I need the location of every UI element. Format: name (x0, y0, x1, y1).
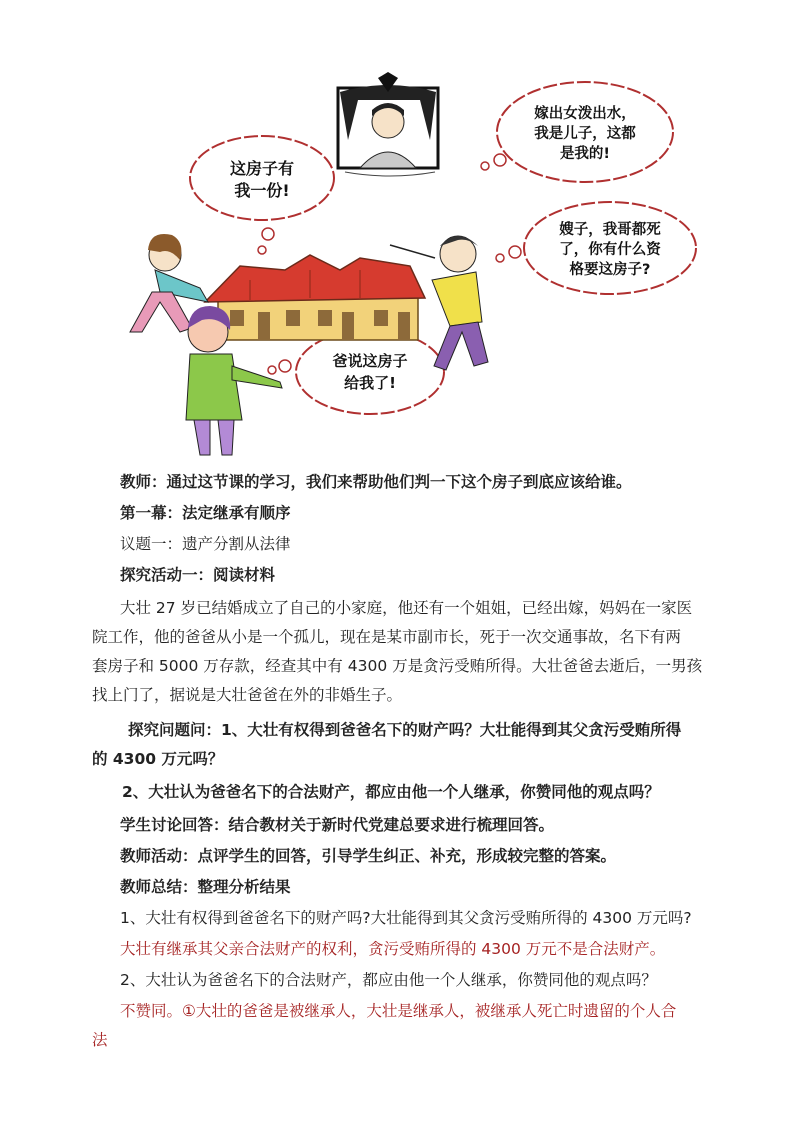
speech-bubble-4 (268, 330, 444, 414)
question-line-2: 的 4300 万元吗？ (92, 750, 224, 768)
question-two: 2、大壮认为爸爸名下的合法财产，都应由他一个人继承，你赞同他的观点吗？ (122, 783, 660, 801)
activity-one: 探究活动一：阅读材料 (120, 566, 276, 584)
material-line-2: 院工作，他的爸爸从小是一个孤儿，现在是某市副市长，死于一次交通事故，名下有两 (92, 628, 682, 646)
bubble-3-line-1: 嫂子，我哥都死 (559, 222, 661, 238)
material-line-1: 大壮 27 岁已结婚成立了自己的小家庭，他还有一个姐姐，已经出嫁，妈妈在一家医 (120, 599, 693, 617)
bubble-1-line-1: 这房子有 (229, 159, 295, 178)
question-line-1: 探究问题问：1、大壮有权得到爸爸名下的财产吗？大壮能得到其父贪污受贿所得 (128, 721, 682, 739)
portrait (338, 72, 438, 176)
bubble-4-line-2: 给我了! (344, 374, 396, 392)
bubble-2-line-2: 我是儿子，这都 (534, 126, 636, 142)
teacher-summary: 教师总结：整理分析结果 (120, 878, 291, 896)
teacher-intro: 教师：通过这节课的学习，我们来帮助他们判一下这个房子到底应该给谁。 (120, 473, 632, 491)
bubble-3-line-2: 了，你有什么资 (559, 242, 661, 258)
student-discussion: 学生讨论回答：结合教材关于新时代党建总要求进行梳理回答。 (120, 816, 555, 834)
bubble-1-line-2: 我一份! (234, 181, 290, 200)
summary-answer-1: 大壮有继承其父亲合法财产的权利，贪污受贿所得的 4300 万元不是合法财产。 (120, 940, 666, 958)
summary-answer-2-line-2: 法 (92, 1031, 108, 1049)
speech-bubble-1 (190, 136, 334, 254)
act-one-title: 第一幕：法定继承有顺序 (120, 504, 291, 522)
topic-one: 议题一：遗产分割从法律 (120, 535, 291, 553)
speech-bubble-3 (496, 202, 696, 294)
summary-answer-2-line-1: 不赞同。①大壮的爸爸是被继承人，大壮是继承人，被继承人死亡时遗留的个人合 (120, 1002, 677, 1020)
teacher-activity: 教师活动：点评学生的回答，引导学生纠正、补充，形成较完整的答案。 (120, 847, 617, 865)
bubble-2-line-1: 嫁出女泼出水， (534, 106, 636, 122)
bubble-2-line-3: 是我的! (559, 146, 611, 162)
bubble-3-line-3: 格要这房子? (569, 262, 651, 278)
houses (205, 255, 425, 340)
material-line-4: 找上门了，据说是大壮爸爸在外的非婚生子。 (92, 686, 403, 704)
speech-bubble-2 (481, 82, 673, 182)
summary-question-1: 1、大壮有权得到爸爸名下的财产吗?大壮能得到其父贪污受贿所得的 4300 万元吗? (120, 909, 692, 927)
bubble-4-line-1: 爸说这房子 (332, 352, 408, 370)
material-line-3: 套房子和 5000 万存款，经查其中有 4300 万是贪污受贿所得。大壮爸爸去逝后，一男孩 (92, 657, 703, 675)
illustration (90, 70, 710, 460)
summary-question-2: 2、大壮认为爸爸名下的合法财产，都应由他一个人继承，你赞同他的观点吗？ (120, 971, 657, 989)
